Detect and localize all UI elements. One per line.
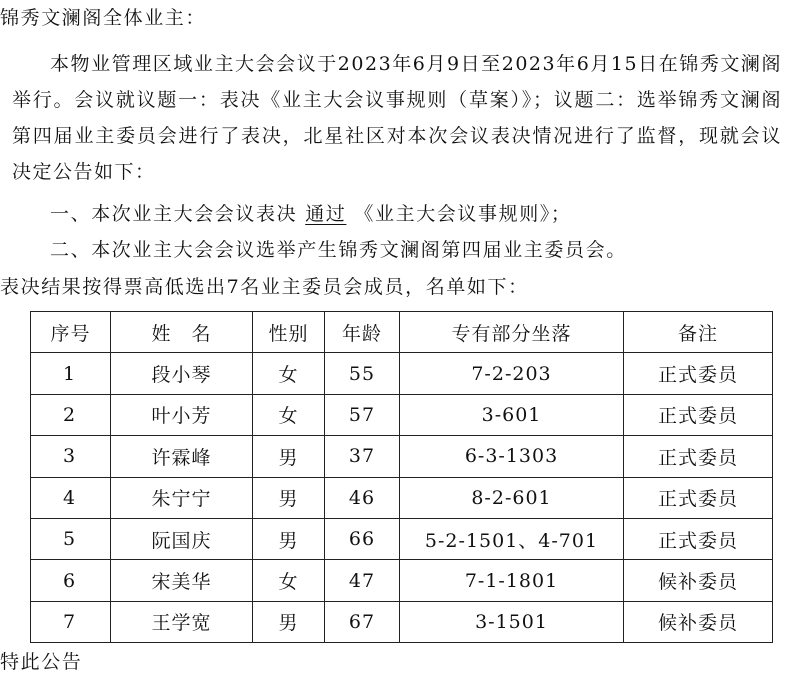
table-row (31, 436, 773, 477)
cell-index: 1 (31, 353, 111, 394)
table-row (31, 518, 773, 559)
item1-suffix: 《业主大会议事规则》； (354, 203, 572, 225)
cell-remark: 候补委员 (624, 560, 773, 601)
cell-name: 段小琴 (111, 353, 253, 394)
cell-name: 朱宁宁 (111, 477, 253, 518)
cell-index: 5 (31, 518, 111, 559)
cell-age: 37 (325, 436, 400, 477)
cell-gender: 男 (253, 518, 325, 559)
header-index: 序号 (31, 312, 111, 353)
cell-age: 46 (325, 477, 400, 518)
table-header-row (31, 312, 773, 353)
cell-unit: 3-1501 (400, 601, 624, 642)
header-name: 姓 名 (111, 312, 253, 353)
cell-remark: 候补委员 (624, 601, 773, 642)
cell-name: 宋美华 (111, 560, 253, 601)
table-row (31, 560, 773, 601)
cell-remark: 正式委员 (624, 394, 773, 435)
salutation: 锦秀文澜阁全体业主： (0, 7, 207, 29)
header-age: 年龄 (325, 312, 400, 353)
cell-unit: 7-2-203 (400, 353, 624, 394)
cell-age: 55 (325, 353, 400, 394)
cell-remark: 正式委员 (624, 518, 773, 559)
cell-name: 王学宽 (111, 601, 253, 642)
table-row (31, 394, 773, 435)
cell-gender: 男 (253, 601, 325, 642)
header-gender: 性别 (253, 312, 325, 353)
intro-paragraph: 本物业管理区域业主大会会议于2023年6月9日至2023年6月15日在锦秀文澜阁举行。会议就议题一：表决《业主大会议事规则（草案）》；议题二：选举锦秀文澜阁第四届业主委员会进行了表决，北星社区对本次会议表决情况进行了监督，现就会议决定公告如下： (12, 53, 782, 183)
cell-unit: 5-2-1501、4-701 (400, 518, 624, 559)
cell-index: 6 (31, 560, 111, 601)
cell-age: 57 (325, 394, 400, 435)
item1-result: 通过 (305, 203, 347, 225)
cell-index: 3 (31, 436, 111, 477)
closing: 特此公告 (0, 651, 83, 673)
table-row (31, 477, 773, 518)
cell-index: 2 (31, 394, 111, 435)
cell-gender: 男 (253, 436, 325, 477)
resolution-item-1 (50, 202, 572, 226)
cell-name: 阮国庆 (111, 518, 253, 559)
cell-age: 66 (325, 518, 400, 559)
cell-gender: 女 (253, 394, 325, 435)
cell-remark: 正式委员 (624, 353, 773, 394)
table-row (31, 601, 773, 642)
cell-unit: 8-2-601 (400, 477, 624, 518)
cell-age: 47 (325, 560, 400, 601)
resolution-item-2: 二、本次业主大会会议选举产生锦秀文澜阁第四届业主委员会。 (50, 239, 627, 261)
cell-unit: 7-1-1801 (400, 560, 624, 601)
cell-unit: 3-601 (400, 394, 624, 435)
item1-prefix: 一、本次业主大会会议表决 (50, 203, 298, 225)
cell-remark: 正式委员 (624, 436, 773, 477)
cell-remark: 正式委员 (624, 477, 773, 518)
cell-index: 7 (31, 601, 111, 642)
cell-gender: 男 (253, 477, 325, 518)
table-row (31, 353, 773, 394)
cell-gender: 女 (253, 560, 325, 601)
cell-gender: 女 (253, 353, 325, 394)
cell-name: 许霖峰 (111, 436, 253, 477)
cell-name: 叶小芳 (111, 394, 253, 435)
header-unit: 专有部分坐落 (400, 312, 624, 353)
cell-unit: 6-3-1303 (400, 436, 624, 477)
cell-index: 4 (31, 477, 111, 518)
member-table (30, 311, 773, 643)
cell-age: 67 (325, 601, 400, 642)
header-remark: 备注 (624, 312, 773, 353)
result-line: 表决结果按得票高低选出7名业主委员会成员，名单如下： (0, 276, 529, 298)
